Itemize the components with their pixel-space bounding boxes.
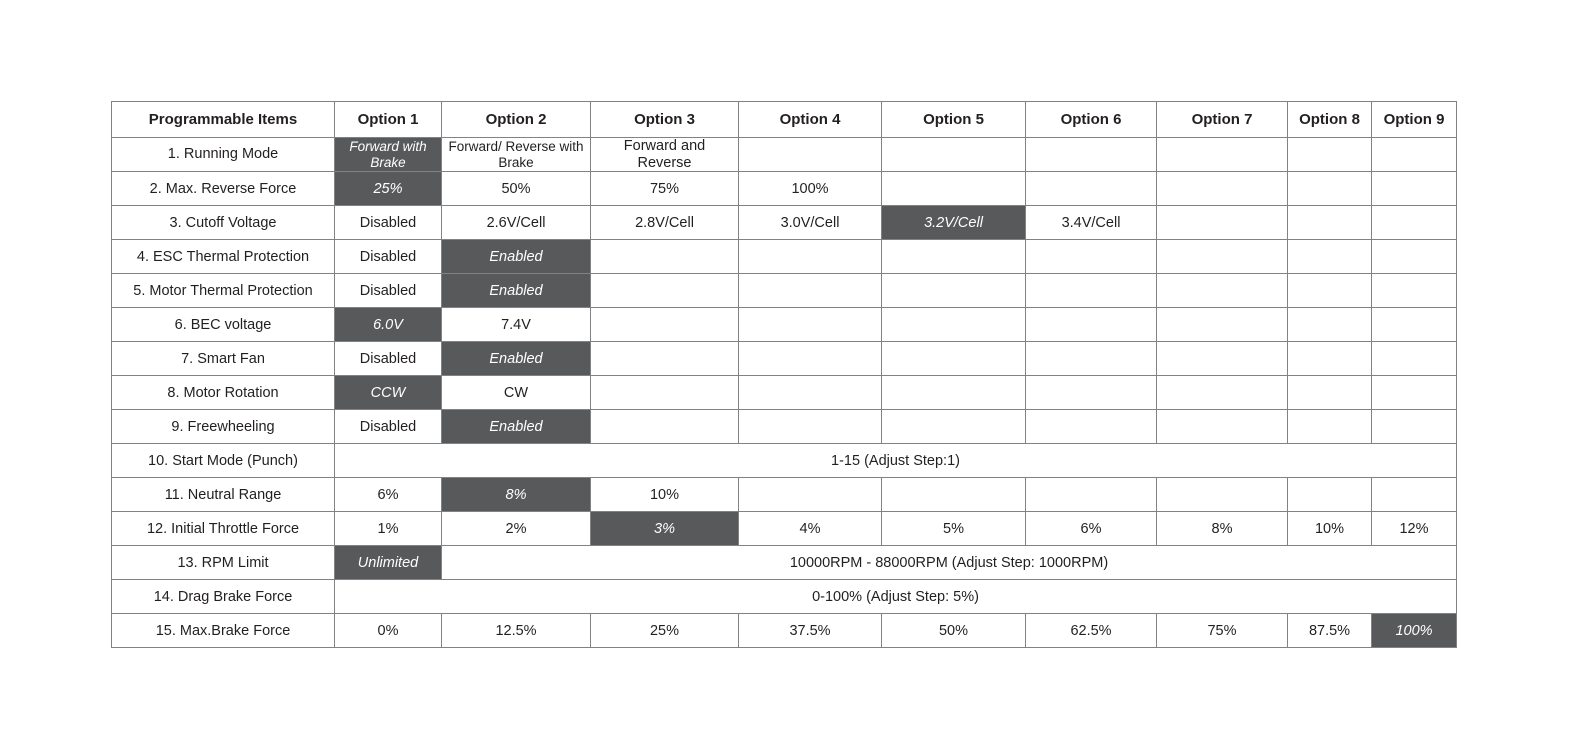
option-cell[interactable]: Forward/ Reverse with Brake [442,138,591,172]
option-cell [1026,342,1157,376]
option-cell [739,274,882,308]
item-label: 3. Cutoff Voltage [112,206,335,240]
option-cell [882,376,1026,410]
option-cell[interactable]: 0% [335,614,442,648]
option-cell[interactable]: 2.8V/Cell [591,206,739,240]
option-cell[interactable]: CW [442,376,591,410]
table-row [112,308,1457,342]
option-cell [1026,240,1157,274]
option-cell[interactable]: Forward and Reverse [591,138,739,172]
option-cell [882,172,1026,206]
option-cell [1372,240,1457,274]
option-cell[interactable]: Disabled [335,206,442,240]
item-label: 1. Running Mode [112,138,335,172]
option-cell[interactable]: 87.5% [1288,614,1372,648]
option-cell[interactable]: 6.0V [335,308,442,342]
option-cell [1288,308,1372,342]
option-cell [739,478,882,512]
option-cell [739,410,882,444]
option-cell[interactable]: 6% [335,478,442,512]
table-header [112,102,1457,138]
item-label: 7. Smart Fan [112,342,335,376]
option-cell [739,308,882,342]
option-cell [591,274,739,308]
item-label: 6. BEC voltage [112,308,335,342]
option-cell [882,308,1026,342]
range-note-cell[interactable]: 1-15 (Adjust Step:1) [335,444,1457,478]
option-cell[interactable]: 3.0V/Cell [739,206,882,240]
option-cell [1026,478,1157,512]
column-header-option-2: Option 2 [442,102,591,138]
option-cell[interactable]: Disabled [335,240,442,274]
option-cell[interactable]: Forward with Brake [335,138,442,172]
option-cell [882,240,1026,274]
option-cell [1372,308,1457,342]
option-cell[interactable]: 75% [591,172,739,206]
option-cell [1288,410,1372,444]
table-row [112,206,1457,240]
item-label: 15. Max.Brake Force [112,614,335,648]
table-row [112,444,1457,478]
column-header-option-3: Option 3 [591,102,739,138]
table-row [112,274,1457,308]
option-cell [1372,376,1457,410]
column-header-option-5: Option 5 [882,102,1026,138]
option-cell [1157,206,1288,240]
option-cell[interactable]: Enabled [442,342,591,376]
column-header-option-7: Option 7 [1157,102,1288,138]
option-cell[interactable]: 7.4V [442,308,591,342]
option-cell[interactable]: 10% [1288,512,1372,546]
option-cell[interactable]: 3.4V/Cell [1026,206,1157,240]
option-cell[interactable]: 1% [335,512,442,546]
item-label: 10. Start Mode (Punch) [112,444,335,478]
option-cell [739,138,882,172]
item-label: 13. RPM Limit [112,546,335,580]
item-label: 8. Motor Rotation [112,376,335,410]
table-header-row [112,102,1457,138]
option-cell [1157,410,1288,444]
option-cell [1026,138,1157,172]
option-cell [591,376,739,410]
option-cell[interactable]: 100% [1372,614,1457,648]
option-cell [882,138,1026,172]
option-cell[interactable]: 8% [442,478,591,512]
option-cell[interactable]: 12% [1372,512,1457,546]
item-label: 2. Max. Reverse Force [112,172,335,206]
option-cell[interactable]: 12.5% [442,614,591,648]
option-cell [1372,274,1457,308]
option-cell [1288,206,1372,240]
option-cell [1157,342,1288,376]
option-cell[interactable]: 8% [1157,512,1288,546]
option-cell [1288,240,1372,274]
option-cell[interactable]: 25% [591,614,739,648]
item-label: 14. Drag Brake Force [112,580,335,614]
table-row [112,580,1457,614]
option-cell [1372,410,1457,444]
item-label: 5. Motor Thermal Protection [112,274,335,308]
column-header-option-8: Option 8 [1288,102,1372,138]
column-header-option-6: Option 6 [1026,102,1157,138]
table-row [112,512,1457,546]
range-note-cell[interactable]: 0-100% (Adjust Step: 5%) [335,580,1457,614]
option-cell [1288,138,1372,172]
programmable-items-table-wrapper [111,101,1456,648]
option-cell [1157,478,1288,512]
table-row [112,342,1457,376]
option-cell [1157,240,1288,274]
column-header-option-4: Option 4 [739,102,882,138]
item-label: 9. Freewheeling [112,410,335,444]
option-cell [1026,376,1157,410]
option-cell[interactable]: 3% [591,512,739,546]
option-cell [1157,138,1288,172]
option-cell[interactable]: 50% [882,614,1026,648]
option-cell[interactable]: 62.5% [1026,614,1157,648]
option-cell[interactable]: Disabled [335,274,442,308]
option-cell [1157,172,1288,206]
option-cell [882,410,1026,444]
option-cell [1026,308,1157,342]
option-cell [1372,206,1457,240]
option-cell[interactable]: Disabled [335,342,442,376]
option-cell[interactable]: 2.6V/Cell [442,206,591,240]
option-cell[interactable]: 3.2V/Cell [882,206,1026,240]
programmable-items-table [111,101,1457,648]
option-cell [591,342,739,376]
option-cell [882,478,1026,512]
option-cell [1372,478,1457,512]
option-cell [1372,138,1457,172]
option-cell [1026,410,1157,444]
option-cell [1288,478,1372,512]
option-cell [739,240,882,274]
table-row [112,478,1457,512]
table-row [112,410,1457,444]
table-row [112,614,1457,648]
table-row [112,138,1457,172]
option-cell [739,342,882,376]
option-cell[interactable]: 5% [882,512,1026,546]
option-cell [591,308,739,342]
option-cell [1288,342,1372,376]
option-cell [882,274,1026,308]
option-cell [591,240,739,274]
option-cell [882,342,1026,376]
option-cell [591,410,739,444]
option-cell [1372,342,1457,376]
option-cell[interactable]: Unlimited [335,546,442,580]
option-cell [1372,172,1457,206]
option-cell[interactable]: CCW [335,376,442,410]
option-cell[interactable]: 37.5% [739,614,882,648]
option-cell [1288,172,1372,206]
range-note-cell[interactable]: 10000RPM - 88000RPM (Adjust Step: 1000RPM) [442,546,1457,580]
option-cell [1026,172,1157,206]
option-cell[interactable]: 100% [739,172,882,206]
table-row [112,376,1457,410]
option-cell [739,376,882,410]
option-cell [1157,274,1288,308]
option-cell[interactable]: Disabled [335,410,442,444]
option-cell[interactable]: Enabled [442,274,591,308]
option-cell[interactable]: 4% [739,512,882,546]
option-cell [1157,376,1288,410]
option-cell[interactable]: 50% [442,172,591,206]
table-body [112,138,1457,648]
option-cell [1026,274,1157,308]
option-cell [1157,308,1288,342]
option-cell[interactable]: Enabled [442,240,591,274]
option-cell [1288,376,1372,410]
table-row [112,240,1457,274]
option-cell[interactable]: 25% [335,172,442,206]
item-label: 4. ESC Thermal Protection [112,240,335,274]
table-row [112,172,1457,206]
option-cell[interactable]: 10% [591,478,739,512]
item-label: 12. Initial Throttle Force [112,512,335,546]
option-cell[interactable]: Enabled [442,410,591,444]
option-cell [1288,274,1372,308]
column-header-option-9: Option 9 [1372,102,1457,138]
column-header-programmable-items: Programmable Items [112,102,335,138]
item-label: 11. Neutral Range [112,478,335,512]
option-cell[interactable]: 2% [442,512,591,546]
option-cell[interactable]: 6% [1026,512,1157,546]
column-header-option-1: Option 1 [335,102,442,138]
table-row [112,546,1457,580]
option-cell[interactable]: 75% [1157,614,1288,648]
